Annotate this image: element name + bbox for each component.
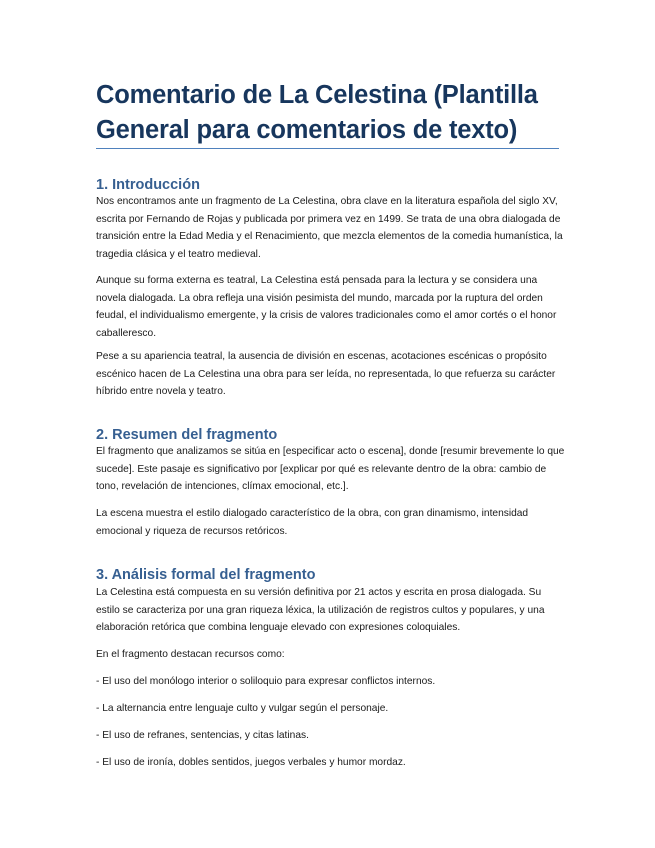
paragraph: Nos encontramos ante un fragmento de La Celestina, obra clave en la literatura española del siglo XV, escrita por Fernando de Rojas y publicada por primera vez en 1499. Se trata de una obra dialogada de transición entre la Edad Media y el Renacimiento, que mezcla elementos de la comedia humanística, la tragedia clásica y el teatro medieval. <box>96 196 563 260</box>
list-item: - El uso de ironía, dobles sentidos, juegos verbales y humor mordaz. <box>96 757 406 768</box>
title-underline <box>96 148 559 149</box>
section-heading-introduccion: 1. Introducción <box>96 177 200 193</box>
paragraph: La Celestina está compuesta en su versión definitiva por 21 actos y escrita en prosa dialogada. Su estilo se caracteriza por una gran riqueza léxica, la utilización de registros cultos y populares, y una elaboración retórica que combina lenguaje elevado con expresiones coloquiales. <box>96 587 545 634</box>
document-title: Comentario de La Celestina (Plantilla General para comentarios de texto) <box>96 81 538 144</box>
paragraph: Pese a su apariencia teatral, la ausencia de división en escenas, acotaciones escénicas o propósito escénico hacen de La Celestina una obra para ser leída, no representada, lo que refuerza su carácter híbrido entre novela y teatro. <box>96 351 556 398</box>
list-item: - El uso del monólogo interior o soliloquio para expresar conflictos internos. <box>96 676 436 687</box>
list-item: - El uso de refranes, sentencias, y citas latinas. <box>96 730 309 741</box>
paragraph: El fragmento que analizamos se sitúa en [especificar acto o escena], donde [resumir brevemente lo que sucede]. Este pasaje es significativo por [explicar por qué es relevante dentro de la obra: cambio de tono, revelación de intenciones, clímax emocional, etc.]. <box>96 446 565 493</box>
paragraph: En el fragmento destacan recursos como: <box>96 649 285 660</box>
paragraph: La escena muestra el estilo dialogado característico de la obra, con gran dinamismo, intensidad emocional y riqueza de recursos retóricos. <box>96 508 529 537</box>
section-heading-resumen: 2. Resumen del fragmento <box>96 427 278 443</box>
paragraph: Aunque su forma externa es teatral, La Celestina está pensada para la lectura y se considera una novela dialogada. La obra refleja una visión pesimista del mundo, marcada por la ruptura del orden feudal, el individualismo emergente, y la crisis de valores tradicionales como el amor cortés o el honor caballeresco. <box>96 275 557 339</box>
section-heading-analisis: 3. Análisis formal del fragmento <box>96 567 316 583</box>
list-item: - La alternancia entre lenguaje culto y vulgar según el personaje. <box>96 703 389 714</box>
